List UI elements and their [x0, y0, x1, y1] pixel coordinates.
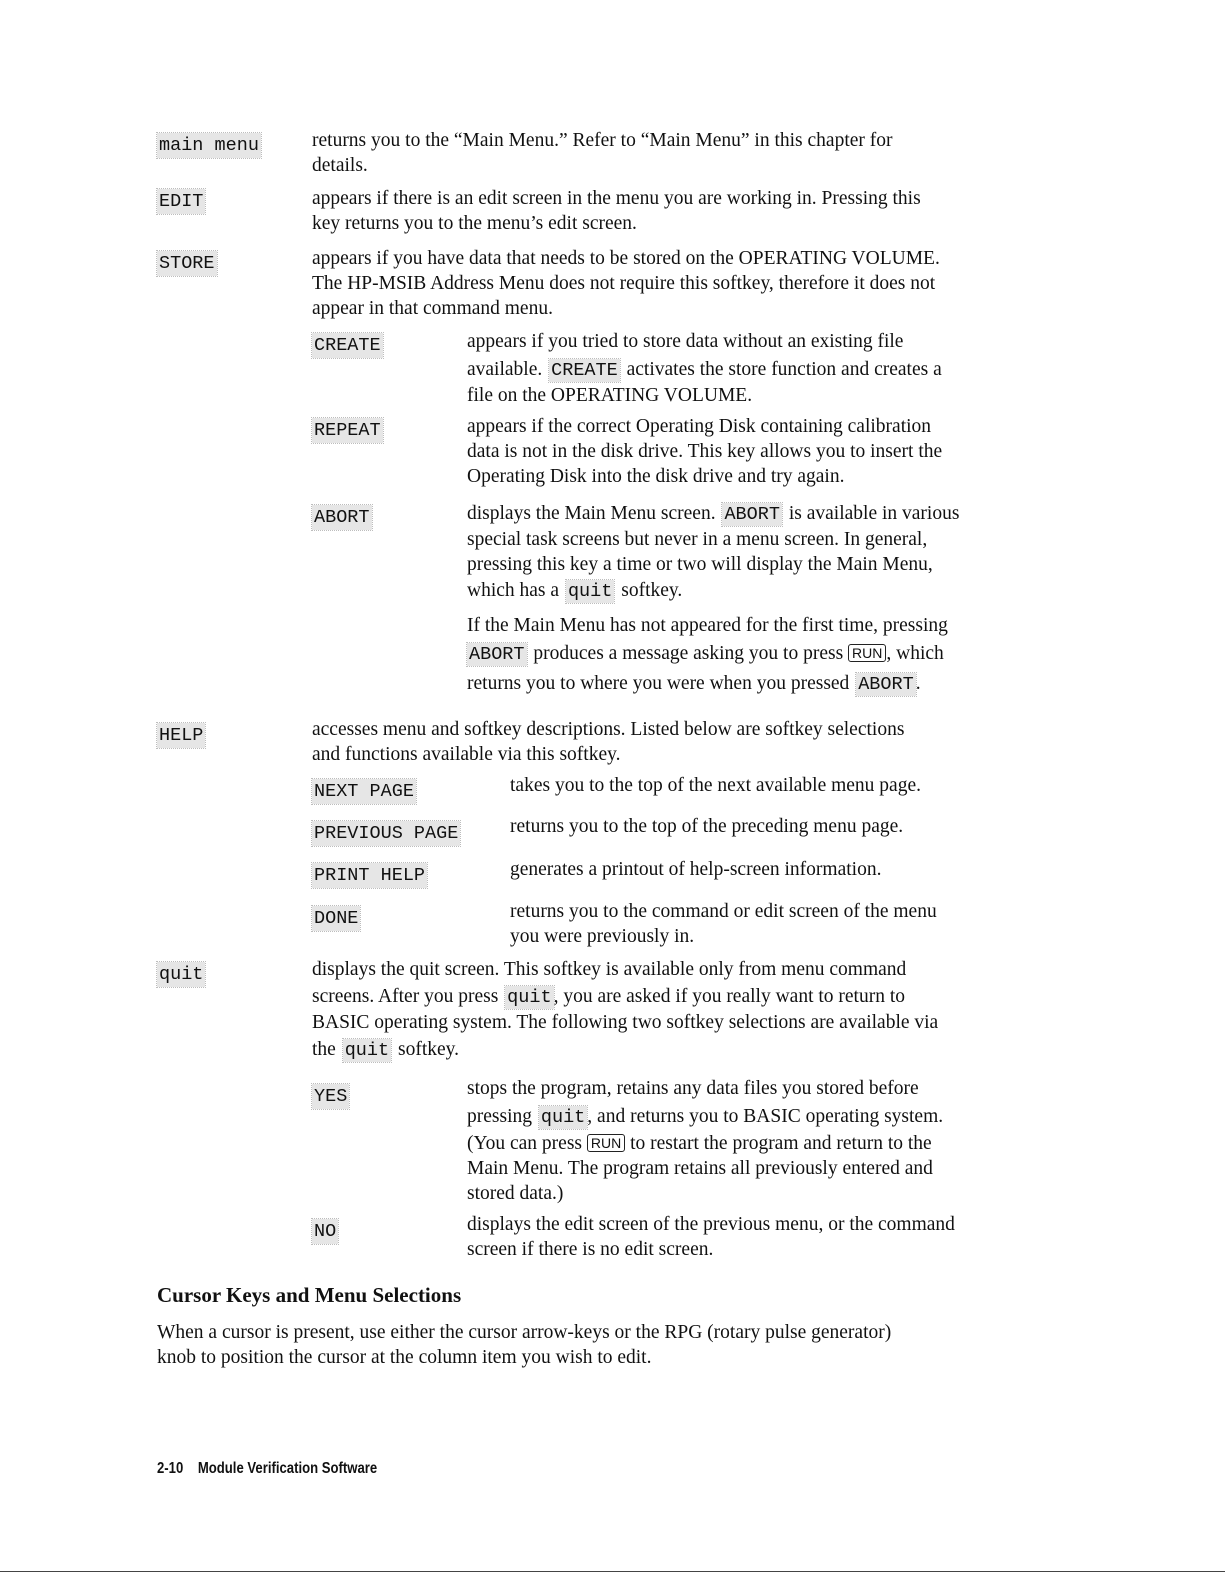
abort-desc-line — [467, 671, 1117, 696]
store-softkey: STORE — [159, 253, 215, 274]
main-menu-softkey: main menu — [159, 135, 259, 156]
yes-description — [467, 1076, 1117, 1206]
text: activates the store function and creates a — [626, 359, 942, 380]
no-description — [467, 1212, 955, 1262]
bottom-rule — [0, 1571, 1225, 1572]
edit-desc-line: appears if there is an edit screen in the menu you are working in. Pressing this — [312, 188, 921, 209]
create-desc-line: appears if you tried to store data without an existing file — [467, 331, 904, 352]
run-key: RUN — [587, 1134, 625, 1152]
help-softkey: HELP — [159, 725, 204, 746]
abort-softkey-inline: ABORT — [858, 674, 914, 695]
quit-softkey: quit — [159, 964, 204, 985]
quit-softkey-inline: quit — [507, 987, 552, 1008]
text: softkey. — [621, 580, 683, 601]
quit-desc-line — [312, 1037, 1132, 1062]
text: pressing — [467, 1106, 532, 1127]
main-menu-desc-line: returns you to the “Main Menu.” Refer to “Main Menu” in this chapter for — [312, 130, 893, 151]
yes-softkey: YES — [314, 1086, 348, 1107]
text: is available in various — [788, 503, 960, 524]
text: , which — [886, 643, 944, 664]
cursor-section-line: knob to position the cursor at the column item you wish to edit. — [157, 1347, 652, 1368]
next-page-softkey: NEXT PAGE — [314, 781, 414, 802]
create-desc-line — [467, 357, 1107, 382]
next-page-description: takes you to the top of the next available menu page. — [510, 775, 921, 796]
edit-softkey: EDIT — [159, 191, 204, 212]
quit-desc-line — [312, 984, 1132, 1009]
help-desc-line: accesses menu and softkey descriptions. Listed below are softkey selections — [312, 719, 905, 740]
no-softkey: NO — [314, 1221, 337, 1242]
done-desc-line: you were previously in. — [510, 926, 695, 947]
abort-desc-line — [467, 641, 1117, 666]
edit-desc-line: key returns you to the menu’s edit screen. — [312, 213, 637, 234]
abort-description-p2 — [467, 613, 1117, 696]
text: , you are asked if you really want to return to — [553, 986, 906, 1007]
store-desc-line: appears if you have data that needs to be stored on the OPERATING VOLUME. — [312, 248, 940, 269]
cursor-section-line: When a cursor is present, use either the cursor arrow-keys or the RPG (rotary pulse generator) — [157, 1322, 892, 1343]
repeat-desc-line: Operating Disk into the disk drive and try again. — [467, 466, 845, 487]
yes-desc-line — [467, 1104, 1117, 1129]
quit-softkey-inline: quit — [344, 1040, 390, 1061]
abort-softkey: ABORT — [314, 507, 370, 528]
repeat-desc-line: data is not in the disk drive. This key allows you to insert the — [467, 441, 943, 462]
help-desc-line: and functions available via this softkey. — [312, 744, 621, 765]
text: available. — [467, 359, 543, 380]
text: to restart the program and return to the — [630, 1133, 932, 1154]
quit-desc-line: BASIC operating system. The following two softkey selections are available via — [312, 1012, 939, 1033]
text: . — [915, 673, 921, 694]
text: which has a — [467, 580, 560, 601]
store-description — [312, 246, 940, 321]
text: (You can press — [467, 1133, 583, 1154]
done-desc-line: returns you to the command or edit screen of the menu — [510, 901, 937, 922]
text: softkey. — [398, 1039, 460, 1060]
no-desc-line: displays the edit screen of the previous menu, or the command — [467, 1214, 955, 1235]
repeat-desc-line: appears if the correct Operating Disk containing calibration — [467, 416, 932, 437]
previous-page-description: returns you to the top of the preceding menu page. — [510, 816, 904, 837]
store-desc-line: The HP-MSIB Address Menu does not require this softkey, therefore it does not — [312, 273, 936, 294]
help-description — [312, 717, 904, 767]
yes-desc-line: stored data.) — [467, 1183, 564, 1204]
text: screens. After you press — [312, 986, 499, 1007]
abort-desc-line — [467, 578, 1117, 603]
text: produces a message asking you to press — [533, 643, 844, 664]
run-key: RUN — [848, 644, 886, 662]
create-softkey-inline: CREATE — [551, 360, 618, 381]
text: the — [312, 1039, 336, 1060]
main-menu-description — [312, 128, 893, 178]
text: displays the Main Menu screen. — [467, 503, 716, 524]
abort-softkey-inline: ABORT — [724, 504, 780, 525]
done-description — [510, 899, 937, 949]
page-footer: 2-10 Module Verification Software — [157, 1460, 378, 1477]
print-help-description: generates a printout of help-screen information. — [510, 859, 882, 880]
main-menu-desc-line: details. — [312, 155, 368, 176]
create-softkey: CREATE — [314, 335, 381, 356]
quit-softkey-inline: quit — [540, 1107, 586, 1128]
yes-desc-line: Main Menu. The program retains all previously entered and — [467, 1158, 933, 1179]
repeat-softkey: REPEAT — [314, 420, 381, 441]
abort-description — [467, 501, 1117, 603]
abort-desc-line: pressing this key a time or two will display the Main Menu, — [467, 554, 933, 575]
section-heading: Cursor Keys and Menu Selections — [157, 1283, 462, 1307]
store-desc-line: appear in that command menu. — [312, 298, 553, 319]
quit-desc-line: displays the quit screen. This softkey is available only from menu command — [312, 959, 907, 980]
quit-description — [312, 957, 1132, 1062]
abort-desc-line — [467, 501, 1117, 526]
text: returns you to where you were when you pressed — [467, 673, 850, 694]
abort-desc-line: special task screens but never in a menu screen. In general, — [467, 529, 928, 550]
abort-desc-line: If the Main Menu has not appeared for the first time, pressing — [467, 615, 948, 636]
abort-softkey-inline: ABORT — [469, 644, 525, 665]
text: , and returns you to BASIC operating system. — [587, 1106, 944, 1127]
yes-desc-line — [467, 1131, 1117, 1156]
previous-page-softkey: PREVIOUS PAGE — [314, 823, 459, 844]
no-desc-line: screen if there is no edit screen. — [467, 1239, 714, 1260]
print-help-softkey: PRINT HELP — [314, 865, 426, 886]
repeat-description — [467, 414, 942, 489]
yes-desc-line: stops the program, retains any data files you stored before — [467, 1078, 919, 1099]
create-desc-line: file on the OPERATING VOLUME. — [467, 385, 753, 406]
cursor-section-body — [157, 1320, 891, 1370]
quit-softkey-inline: quit — [567, 581, 613, 602]
done-softkey: DONE — [314, 908, 359, 929]
create-description — [467, 329, 1107, 408]
edit-description — [312, 186, 921, 236]
